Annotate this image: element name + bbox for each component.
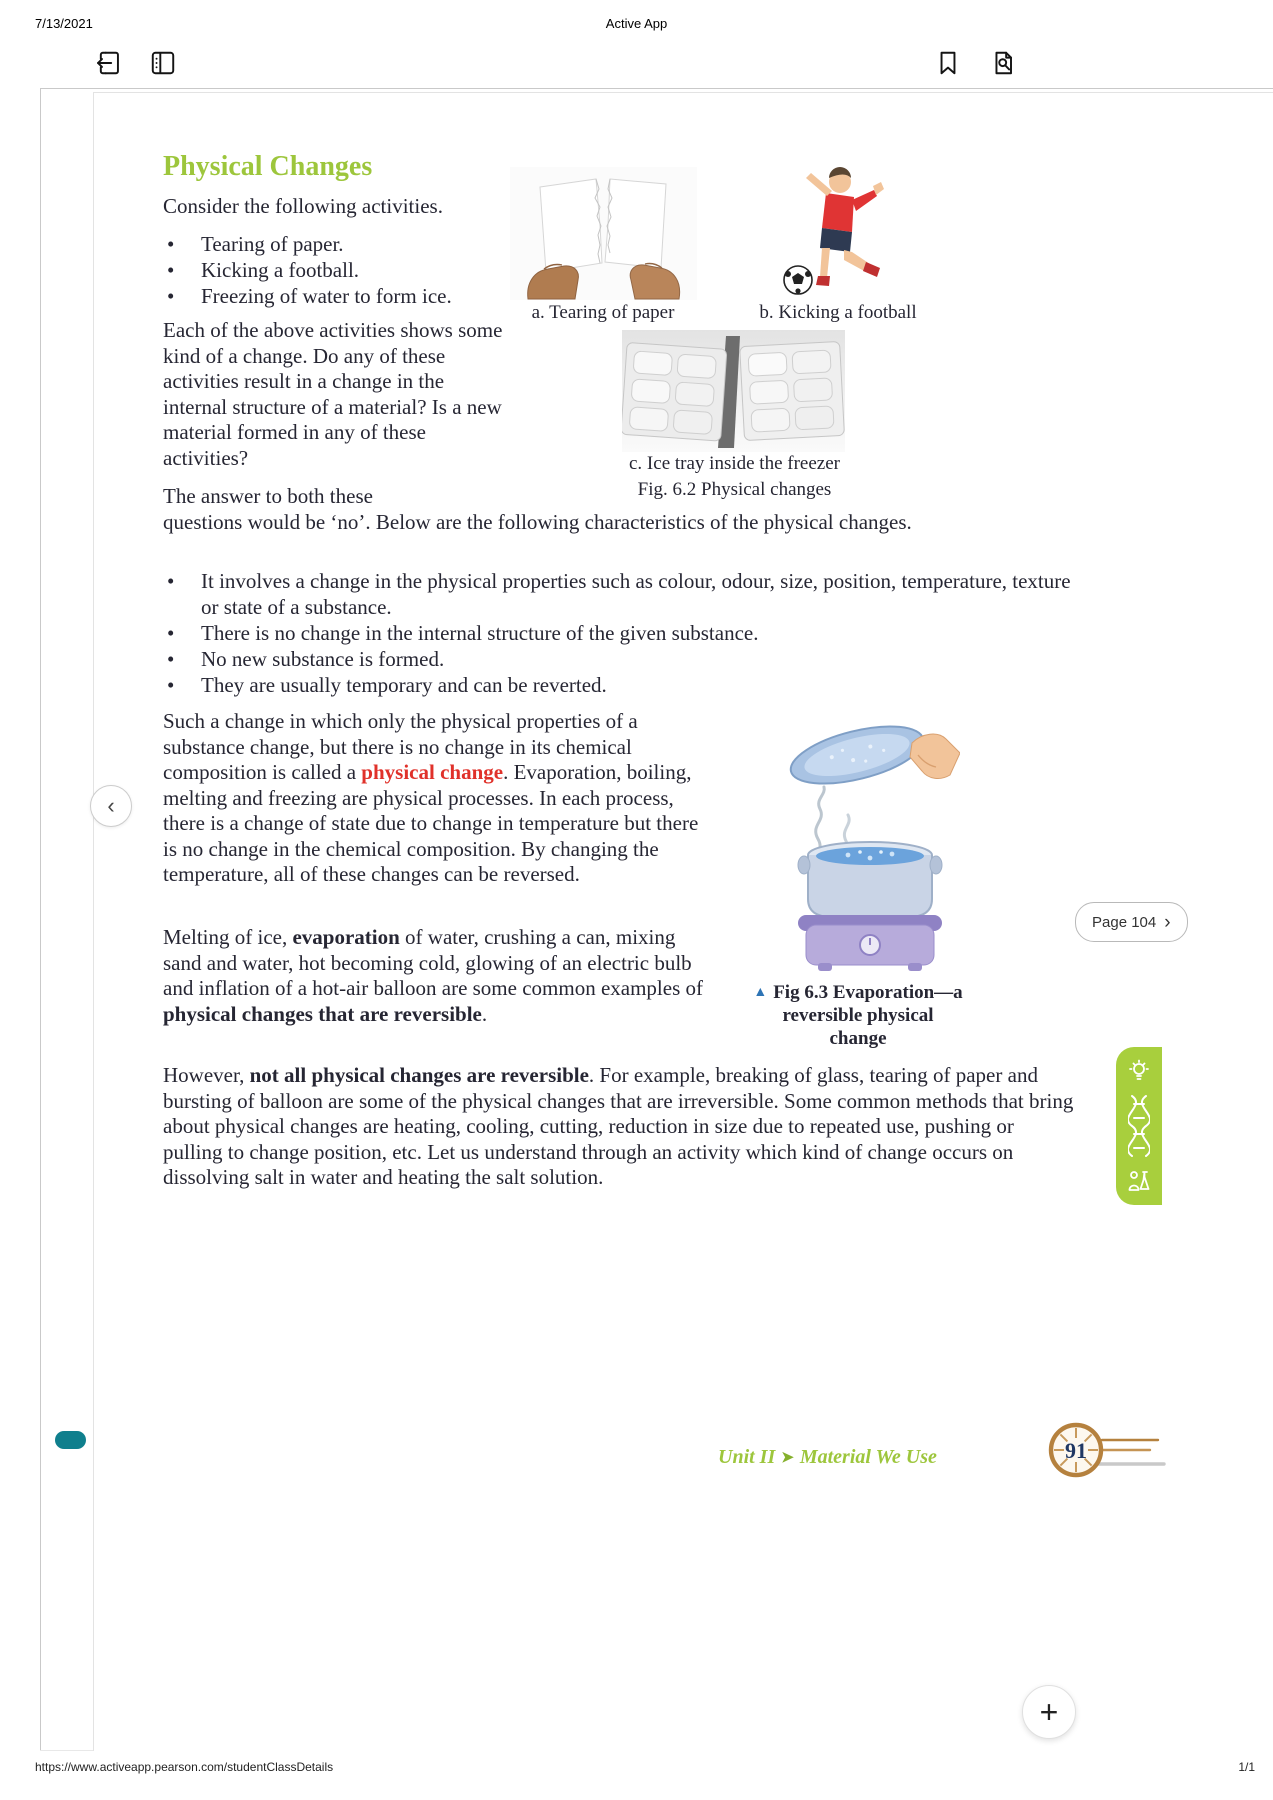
ice-tray-image [622,330,845,452]
section-label: Material We Use [799,1446,937,1468]
collapsed-toolbar-handle[interactable] [55,1431,86,1449]
app-title: Active App [605,16,668,31]
physical-change-paragraph: Such a change in which only the physical properties of a substance change, but there is no change in its chemical composition is called a physical change. Evaporation, boiling, melting and freezing are physical processes. In each process, there is a change of state due to change in temperature but there is no change in the chemical composition. By changing the temperature, all of these changes can be reversed. [163,709,699,886]
unit-label: Unit II [718,1446,776,1468]
examples-paragraph: Melting of ice, evaporation of water, crushing a can, mixing sand and water, hot becoming cold, glowing of an electric bulb and inflation of a hot-air balloon are some common examples of physical changes that are reversible. [163,925,704,1026]
page-left-border [40,88,41,1750]
kicking-football-image [760,162,900,300]
caption-marker-icon: ▲ [753,985,768,1000]
list-item: • It involves a change in the physical properties such as colour, odour, size, position, temperature, texture or state of a substance. [163,568,1093,620]
previous-page-button[interactable] [90,785,132,827]
scientist-icon [1127,1169,1151,1193]
answer-paragraph: questions would be ‘no’. Below are the following characteristics of the physical changes. [163,510,912,534]
list-item: • Tearing of paper. [163,231,583,257]
book-resources-tab[interactable] [1116,1047,1162,1205]
answer-line: The answer to both these [163,484,373,508]
bulb-icon [1127,1059,1151,1083]
page-button-label: Page 104 [1092,913,1157,931]
book-page-number: 91 [1065,1438,1087,1463]
arrow-icon: ➤ [781,1450,794,1466]
zoom-in-button[interactable] [1022,1685,1076,1739]
figure-62-caption: Fig. 6.2 Physical changes [637,479,832,500]
exit-icon[interactable] [95,49,123,77]
page-top-border [40,88,1273,89]
evaporation-image [752,703,960,981]
figure-b-caption: b. Kicking a football [759,302,917,323]
section-heading: Physical Changes [163,151,373,182]
figure-c-caption: c. Ice tray inside the freezer [629,453,840,474]
page-search-icon[interactable] [990,49,1018,77]
characteristics-list [163,568,1093,698]
list-item: • Freezing of water to form ice. [163,283,583,309]
bookmark-icon[interactable] [934,49,962,77]
plus-icon: + [1039,1694,1059,1730]
intro-line: Consider the following activities. [163,194,443,218]
figure-a-caption: a. Tearing of paper [531,302,675,323]
page-number-medallion [1046,1420,1168,1482]
list-item: • They are usually temporary and can be reverted. [163,672,1093,698]
irreversible-paragraph: However, not all physical changes are reversible. For example, breaking of glass, tearing of paper and bursting of balloon are some of the physical changes that are irreversible. Some common methods that bring about physical changes are heating, cooling, cutting, reduction in size due to repeated use, pushing or pulling to change position, etc. Let us understand through an activity which kind of change occurs on dissolving salt in water and heating the salt solution. [163,1063,1074,1189]
page-number-button[interactable] [1075,902,1188,942]
print-date: 7/13/2021 [35,16,93,31]
list-item: • No new substance is formed. [163,646,1093,672]
question-paragraph: Each of the above activities shows some kind of a change. Do any of these activities result in a change in the internal structure of a material? Is a new material formed in any of these activities? [163,318,503,470]
footer-page-indicator: 1/1 [1238,1760,1255,1774]
dna-icon [1128,1094,1150,1158]
chevron-left-icon: ‹ [107,793,115,818]
footer-url: https://www.activeapp.pearson.com/studentClassDetails [35,1760,334,1774]
list-item: • There is no change in the internal structure of the given substance. [163,620,1093,646]
unit-breadcrumb [718,1446,937,1469]
chevron-right-icon: › [1164,911,1171,933]
split-view-icon[interactable] [149,49,177,77]
tearing-paper-image [510,167,697,300]
list-item: • Kicking a football. [163,257,583,283]
figure-63-caption: ▲ Fig 6.3 Evaporation—a reversible physical change [753,982,963,1049]
